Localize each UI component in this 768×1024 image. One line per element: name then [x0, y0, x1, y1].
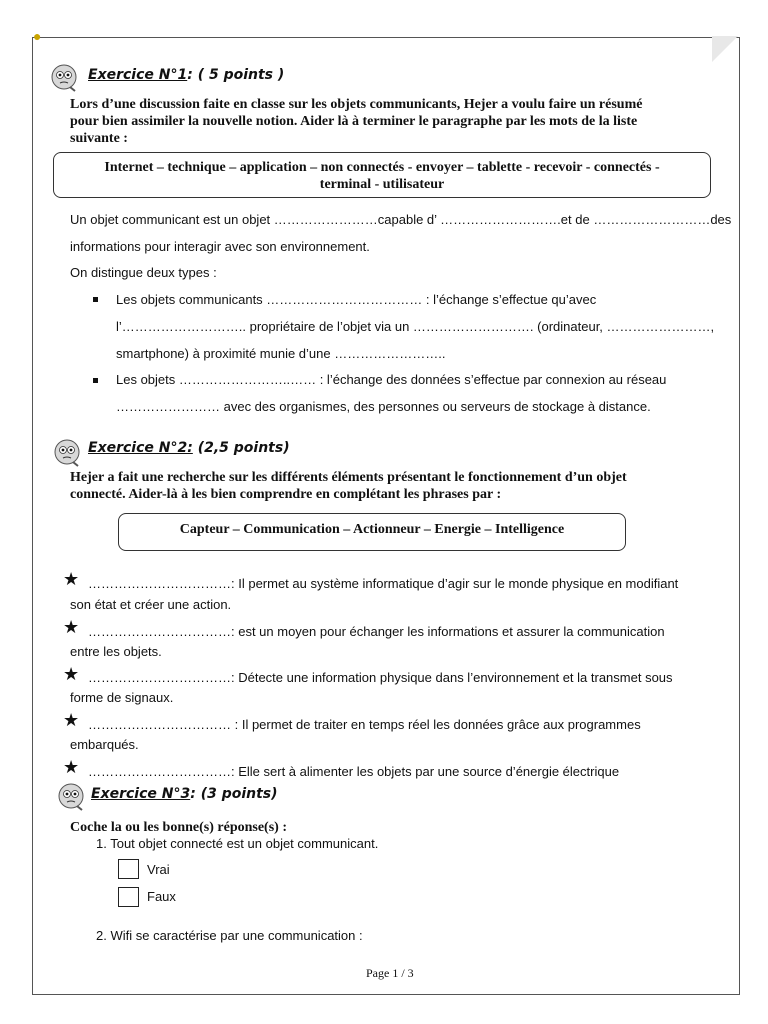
- star-icon: ★: [63, 664, 80, 684]
- exercise-2-title: Exercice N°2: (2,5 points): [88, 440, 290, 456]
- pin-icon: ●: [33, 28, 42, 44]
- ex2-statement-3: ……………………………: Détecte une information physique dans l’environnement et la transmet sous: [88, 670, 673, 685]
- star-icon: ★: [63, 710, 80, 730]
- question-1: 1. Tout objet connecté est un objet communicant.: [96, 836, 379, 851]
- ex2-statement-2: ……………………………: est un moyen pour échanger les informations et assurer la communication: [88, 624, 665, 639]
- exercise-1-word-list: Internet – technique – application – non connectés - envoyer – tablette - recevoir - connectés - terminal - utilisateur: [53, 152, 711, 198]
- ex2-statement-1: ……………………………: Il permet au système informatique d’agir sur le monde physique en modifiant: [88, 576, 679, 591]
- ex2-statement-5: ……………………………: Elle sert à alimenter les objets par une source d’énergie électrique: [88, 764, 620, 779]
- thinking-face-icon: [57, 782, 85, 812]
- ex2-statement-3: forme de signaux.: [70, 690, 174, 705]
- ex1-bullet-1-line: Les objets communicants ……………………………… : l’échange s’effectue qu’avec: [116, 292, 597, 307]
- exercise-3-instruction: Coche la ou les bonne(s) réponse(s) :: [70, 820, 287, 835]
- star-icon: ★: [63, 569, 80, 589]
- exercise-1-title: Exercice N°1: ( 5 points ): [88, 67, 285, 83]
- ex1-paragraph-line: On distingue deux types :: [70, 265, 217, 280]
- ex1-bullet-1-line: smartphone) à proximité munie d’une ……………………..: [116, 346, 446, 361]
- exercise-2-word-list: Capteur – Communication – Actionneur – Energie – Intelligence: [118, 513, 626, 551]
- option-vrai-label: Vrai: [147, 862, 170, 877]
- ex1-bullet-1-line: l’……………………….. propriétaire de l’objet via un ………………………. (ordinateur, ……………………,: [116, 319, 715, 334]
- bullet-square-icon: [93, 378, 98, 383]
- exercise-1-intro: Lors d’une discussion faite en classe sur les objets communicants, Hejer a voulu faire un résumé pour bien assimiler la nouvelle notion. Aider là à terminer le paragraphe par les mots de la liste suivante :: [70, 97, 643, 146]
- ex2-statement-2: entre les objets.: [70, 644, 162, 659]
- ex2-statement-4: embarqués.: [70, 737, 139, 752]
- exercise-2-intro: Hejer a fait une recherche sur les différents éléments présentant le fonctionnement d’un objet connecté. Aider-là à les bien comprendre en complétant les phrases par :: [70, 470, 627, 502]
- star-icon: ★: [63, 757, 80, 777]
- ex1-paragraph-line: Un objet communicant est un objet ……………………capable d’ ……………………….et de ………………………des: [70, 212, 732, 227]
- star-icon: ★: [63, 617, 80, 637]
- ex1-paragraph-line: informations pour interagir avec son environnement.: [70, 239, 370, 254]
- checkbox-faux[interactable]: [118, 887, 139, 907]
- checkbox-vrai[interactable]: [118, 859, 139, 879]
- option-faux-label: Faux: [147, 889, 176, 904]
- bullet-square-icon: [93, 297, 98, 302]
- thinking-face-icon: [50, 63, 78, 93]
- question-2: 2. Wifi se caractérise par une communication :: [96, 928, 363, 943]
- thinking-face-icon: [53, 438, 81, 468]
- page-number: Page 1 / 3: [366, 966, 414, 980]
- ex1-bullet-2-line: …………………… avec des organismes, des personnes ou serveurs de stockage à distance.: [116, 399, 651, 414]
- ex1-bullet-2-line: Les objets ……………………..…… : l’échange des données s’effectue par connexion au réseau: [116, 372, 667, 387]
- exercise-3-title: Exercice N°3: (3 points): [91, 786, 278, 802]
- page-fold-corner: [712, 36, 738, 62]
- ex2-statement-1: son état et créer une action.: [70, 597, 232, 612]
- ex2-statement-4: …………………………… : Il permet de traiter en temps réel les données grâce aux programmes: [88, 717, 641, 732]
